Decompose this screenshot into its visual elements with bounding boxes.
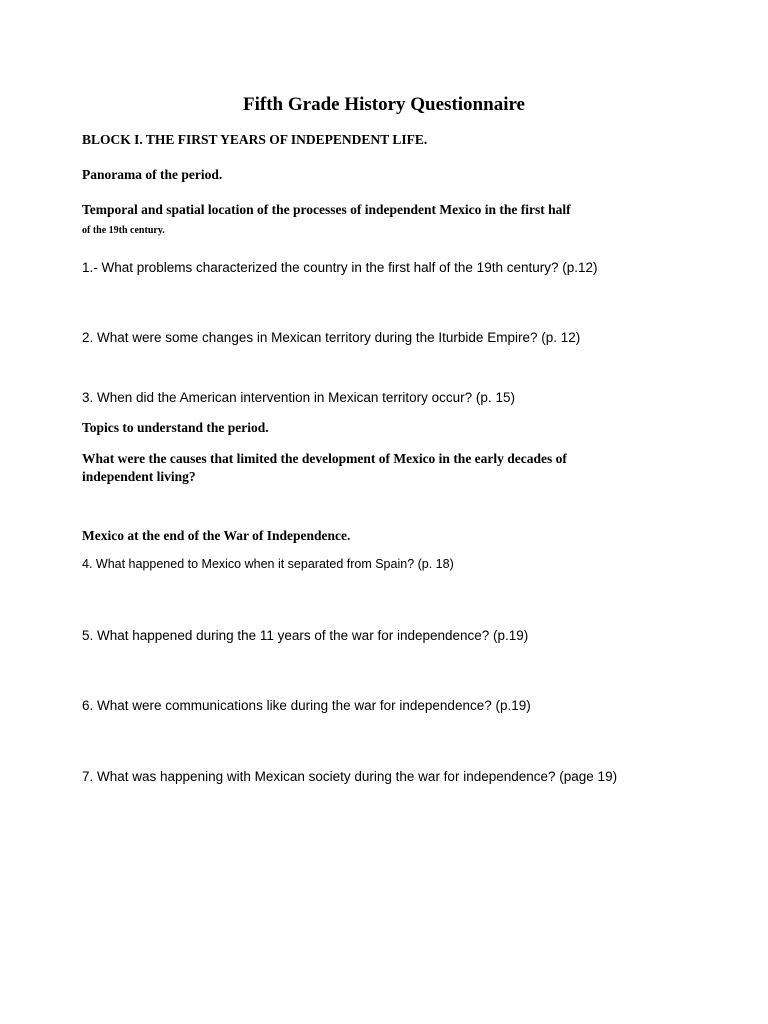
block-heading: BLOCK I. THE FIRST YEARS OF INDEPENDENT LIFE. (82, 132, 428, 147)
temporal-heading: Temporal and spatial location of the processes of independent Mexico in the first half (82, 202, 571, 217)
topics-heading: Topics to understand the period. (82, 420, 269, 435)
temporal-heading-continued: of the 19th century. (82, 225, 165, 236)
question-3: 3. When did the American intervention in Mexican territory occur? (p. 15) (82, 390, 515, 405)
war-end-heading: Mexico at the end of the War of Independence. (82, 528, 351, 543)
page-title: Fifth Grade History Questionnaire (243, 94, 525, 115)
question-7: 7. What was happening with Mexican society during the war for independence? (page 19) (82, 769, 618, 784)
panorama-heading: Panorama of the period. (82, 167, 223, 182)
question-6: 6. What were communications like during the war for independence? (p.19) (82, 698, 531, 713)
question-5: 5. What happened during the 11 years of the war for independence? (p.19) (82, 628, 529, 643)
question-1: 1.- What problems characterized the country in the first half of the 19th century? (p.12) (82, 260, 598, 275)
question-4: 4. What happened to Mexico when it separated from Spain? (p. 18) (82, 557, 454, 571)
causes-question: What were the causes that limited the development of Mexico in the early decades of independent living? (82, 451, 567, 484)
question-2: 2. What were some changes in Mexican territory during the Iturbide Empire? (p. 12) (82, 330, 581, 345)
